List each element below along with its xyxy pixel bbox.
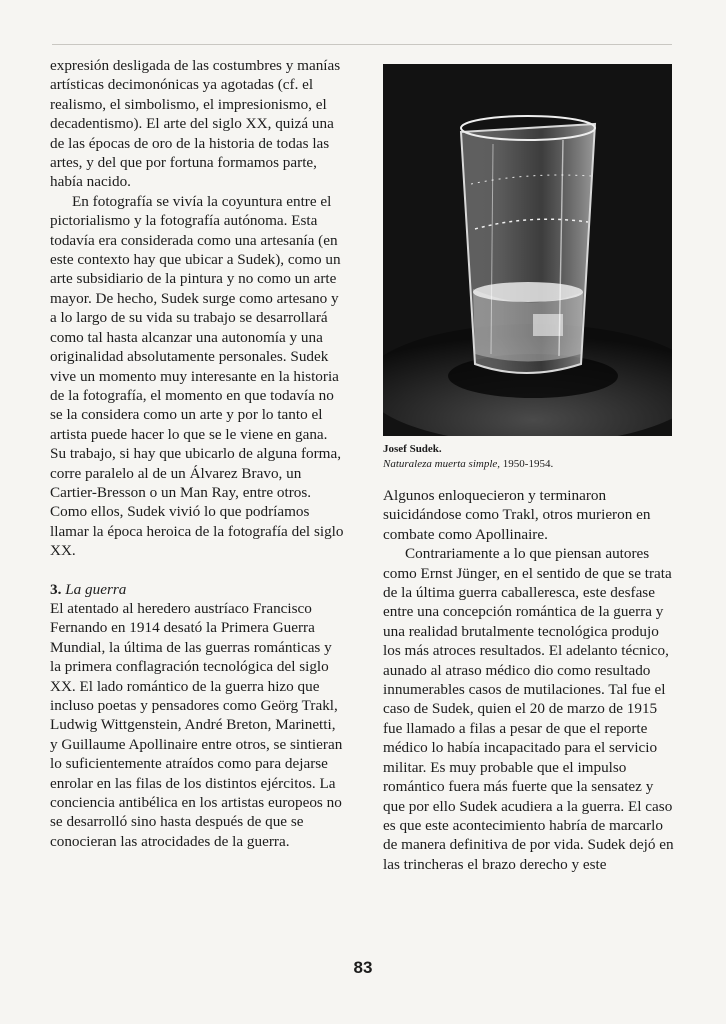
right-paragraph-2: Contrariamente a lo que piensan autores como Ernst Jünger, en el sentido de que se trata de la última guerra caballeresca, este desfase entre una concepción romántica de la guerra y una realidad brutalmente tecnológica produjo los más atroces resultados. El adelanto técnico, aunado al atraso médico dio como resultado innumerables casos de mutilaciones. Tal fue el caso de Sudek, quien el 20 de marzo de 1915 fue llamado a filas a pesar de que el reporte médico lo había incapacitado para el servicio militar. Es muy probable que el impulso romántico fuera más fuerte que la sensatez y que por ello Sudek acudiera a la guerra. El caso es que este acontecimiento habría de marcarlo de manera definitiva de por vida. Sudek dejó en las trincheras el brazo derecho y este bbox=[383, 545, 674, 873]
right-column bbox=[383, 64, 676, 874]
left-paragraph-3: El atentado al heredero austríaco Francisco Fernando en 1914 desató la Primera Guerra Mundial, la última de las guerras románticas y la primera conflagración tecnológica del siglo XX. El lado romántico de la guerra hizo que incluso poetas y pensadores como Geörg Trakl, Ludwig Wittgenstein, André Breton, Marinetti, y Guillaume Apollinaire entre otros, se sintieran lo suficientemente atraídos como para dejarse enrolar en las filas de los distintos ejércitos. La conciencia antibélica en los artistas europeos no se desarrolló sino hasta después de que se conocieran las atrocidades de la guerra. bbox=[50, 599, 343, 850]
page-number: 83 bbox=[353, 958, 373, 977]
caption-title: Naturaleza muerta simple, bbox=[383, 458, 501, 470]
right-paragraph-1: Algunos enloquecieron y terminaron suicidándose como Trakl, otros murieron en combate como Apollinaire. bbox=[383, 487, 651, 543]
section-number: 3. bbox=[50, 580, 62, 598]
left-paragraph-2: En fotografía se vivía la coyuntura entre el pictorialismo y la fotografía autónoma. Esta todavía era considerada como una artesanía (en este contexto hay que ubicar a Sudek), como un arte subsidiario de la pintura y no como un arte mayor. De hecho, Sudek surge como artesano y a lo largo de su vida su trabajo se desarrollará como tal hasta alcanzar una autonomía y una originalidad absolutamente personales. Sudek vive un momento muy interesante en la historia de la fotografía, el momento en que todavía no se la considera como un arte y por lo tanto el artista puede hacer lo que se le viene en gana. Su trabajo, si hay que ubicarlo de alguna forma, corre paralelo al de un Álvarez Bravo, un Cartier-Bresson o un Man Ray, entre otros. Como ellos, Sudek vivió lo que podríamos llamar la época heroica de la fotografía del siglo XX. bbox=[50, 192, 344, 560]
left-column bbox=[50, 56, 346, 851]
left-paragraph-1: expresión desligada de las costumbres y manías artísticas decimonónicas ya agotadas (cf. el realismo, el simbolismo, el impresionismo, el decadentismo). El arte del siglo XX, quizá una de las épocas de oro de la historia de todas las artes, y del que por fortuna formamos parte, había nacido. bbox=[50, 57, 341, 191]
glass-photograph bbox=[383, 64, 672, 436]
glass-image bbox=[383, 64, 672, 436]
caption-author: Josef Sudek. bbox=[383, 443, 442, 455]
header-rule bbox=[52, 44, 672, 45]
section-heading bbox=[50, 580, 346, 599]
section-title: La guerra bbox=[65, 580, 127, 598]
photo-caption bbox=[383, 442, 676, 472]
caption-years: 1950-1954. bbox=[502, 458, 554, 470]
